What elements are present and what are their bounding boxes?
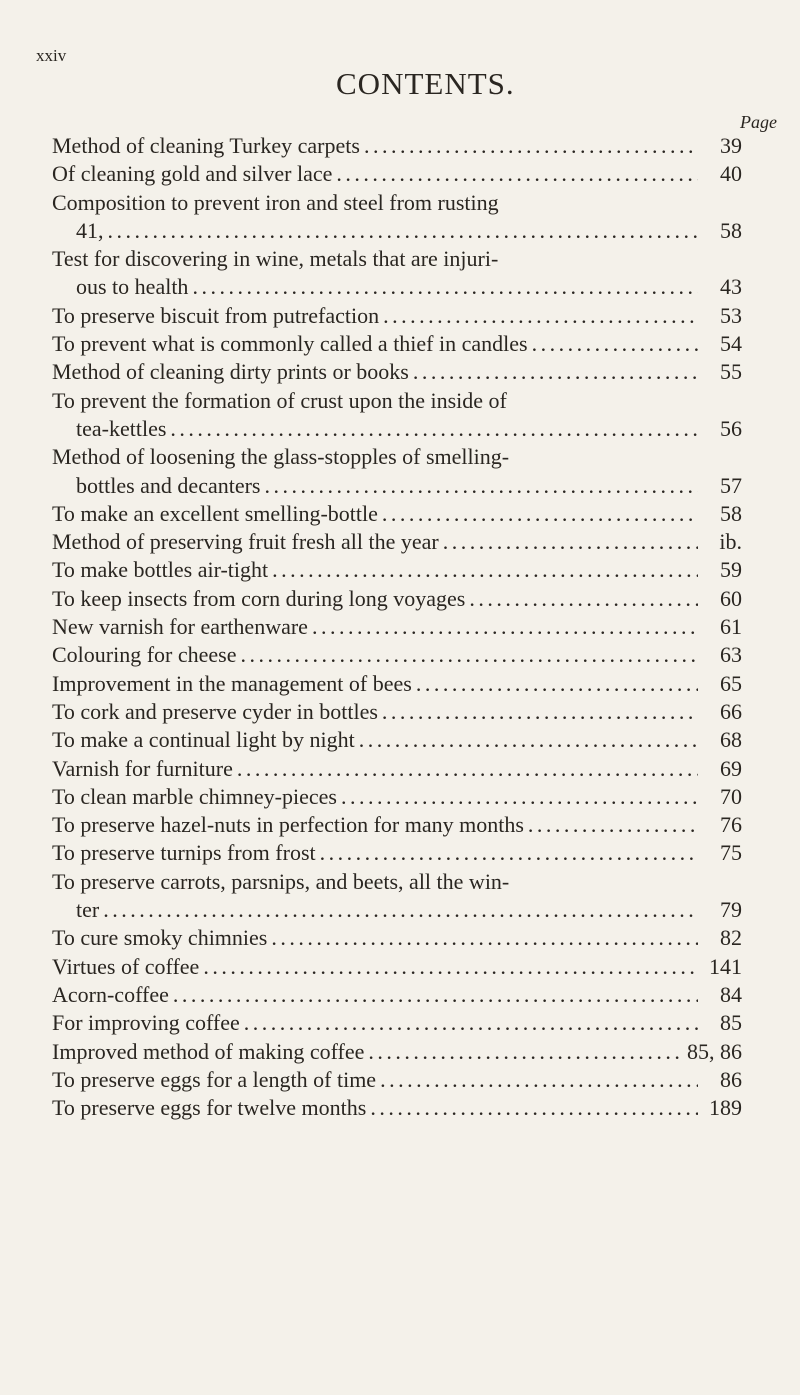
toc-entry-title: tea-kettles [76,415,167,441]
dot-leader [469,585,698,613]
toc-entry [52,755,742,783]
toc-entry-title: Acorn-coffee [52,981,169,1007]
toc-entry-title: To prevent the formation of crust upon the inside of [52,387,507,413]
toc-entry-page: 39 [720,133,742,158]
dot-leader [272,556,698,584]
toc-entry-page: 60 [720,585,742,611]
toc-entry [52,1094,742,1122]
toc-entry-title: ous to health [76,274,189,300]
toc-entry [52,868,742,925]
toc-entry-page: 53 [720,302,742,328]
toc-entry [52,670,742,698]
toc-entry-page: 59 [720,557,742,583]
toc-entry-line [52,896,742,924]
toc-entry-page: 58 [720,217,742,243]
toc-entry [52,924,742,952]
dot-leader [532,330,698,358]
toc-entry-line [52,189,742,217]
toc-entry-page: 68 [720,727,742,753]
toc-entry-title: Improved method of making coffee [52,1038,365,1064]
toc-entry-title: To make bottles air-tight [52,557,269,583]
dot-leader [416,670,698,698]
toc-entry-page: 69 [720,755,742,781]
toc-entry-title: To preserve biscuit from putrefaction [52,302,380,328]
toc-entry-page: ib. [719,529,742,555]
toc-entry-line [52,613,742,641]
toc-entry-line [52,839,742,867]
contents-list [52,132,742,1122]
dot-leader [383,302,698,330]
toc-entry-line [52,1038,742,1066]
toc-entry-title: Improvement in the management of bees [52,670,412,696]
toc-entry-page: 55 [720,359,742,385]
dot-leader [382,500,698,528]
toc-entry-page: 141 [709,953,742,979]
toc-entry-page: 61 [720,614,742,640]
toc-entry-title: To cure smoky chimnies [52,925,268,951]
toc-entry-title: To cork and preserve cyder in bottles [52,698,378,724]
toc-entry-line [52,698,742,726]
toc-entry-title: To clean marble chimney-pieces [52,783,337,809]
dot-leader [341,783,698,811]
toc-entry-page: 189 [709,1095,742,1121]
toc-entry-title: Composition to prevent iron and steel from rusting [52,189,499,215]
dot-leader [359,726,698,754]
toc-entry [52,387,742,444]
toc-entry-line [52,1066,742,1094]
toc-entry-line [52,1009,742,1037]
page-title: CONTENTS. [336,66,515,101]
toc-entry [52,358,742,386]
toc-entry-line [52,528,742,556]
dot-leader [380,1066,698,1094]
dot-leader [312,613,698,641]
toc-entry-page: 75 [720,840,742,866]
toc-entry-line [52,755,742,783]
toc-entry-line [52,585,742,613]
toc-entry [52,613,742,641]
toc-entry [52,811,742,839]
toc-entry-line [52,443,742,471]
toc-entry [52,641,742,669]
toc-entry [52,698,742,726]
toc-entry-title: ter [76,897,100,923]
toc-entry-line [52,953,742,981]
dot-leader [443,528,698,556]
toc-entry-line [52,472,742,500]
dot-leader [108,217,699,245]
toc-entry-line [52,273,742,301]
toc-entry [52,1009,742,1037]
toc-entry-line [52,358,742,386]
toc-entry-page: 70 [720,783,742,809]
dot-leader [244,1009,698,1037]
toc-entry-title: Method of preserving fruit fresh all the year [52,529,439,555]
toc-entry [52,839,742,867]
toc-entry-page: 63 [720,642,742,668]
toc-entry-title: Of cleaning gold and silver lace [52,161,333,187]
toc-entry [52,528,742,556]
toc-entry-title: Virtues of coffee [52,953,200,979]
toc-entry-page: 65 [720,670,742,696]
dot-leader [382,698,698,726]
dot-leader [170,415,698,443]
toc-entry [52,189,742,246]
toc-entry [52,302,742,330]
dot-leader [241,641,699,669]
dot-leader [413,358,698,386]
toc-entry-title: To make a continual light by night [52,727,355,753]
toc-entry-page: 57 [720,472,742,498]
toc-entry-line [52,1094,742,1122]
toc-entry-line [52,132,742,160]
toc-entry-page: 85, 86 [687,1038,742,1064]
toc-entry [52,330,742,358]
toc-entry-title: To preserve carrots, parsnips, and beets, all the win- [52,868,510,894]
toc-entry-title: To prevent what is commonly called a thief in candles [52,331,528,357]
toc-entry-title: bottles and decanters [76,472,261,498]
toc-entry-title: To preserve hazel-nuts in perfection for many months [52,812,524,838]
dot-leader [370,1094,698,1122]
toc-entry-line [52,245,742,273]
toc-entry [52,953,742,981]
toc-entry-line [52,387,742,415]
toc-entry [52,783,742,811]
toc-entry-line [52,160,742,188]
toc-entry-title: Varnish for furniture [52,755,233,781]
dot-leader [192,273,698,301]
toc-entry-line [52,868,742,896]
toc-entry-line [52,981,742,1009]
toc-entry-title: To preserve eggs for twelve months [52,1095,367,1121]
toc-entry-page: 56 [720,415,742,441]
toc-entry [52,556,742,584]
toc-entry-title: Colouring for cheese [52,642,237,668]
toc-entry [52,500,742,528]
toc-entry-page: 85 [720,1010,742,1036]
toc-entry-title: New varnish for earthenware [52,614,308,640]
dot-leader [336,160,698,188]
dot-leader [237,755,698,783]
toc-entry-title: To preserve turnips from frost [52,840,316,866]
page-number: xxiv [36,46,67,65]
toc-entry-page: 43 [720,274,742,300]
toc-entry-page: 66 [720,698,742,724]
toc-entry-page: 54 [720,331,742,357]
toc-entry-title: Method of cleaning Turkey carpets [52,133,360,158]
toc-entry-line [52,783,742,811]
toc-entry-line [52,670,742,698]
toc-entry [52,1038,742,1066]
toc-entry-line [52,924,742,952]
dot-leader [271,924,698,952]
toc-entry [52,132,742,160]
toc-entry-page: 84 [720,981,742,1007]
toc-entry [52,160,742,188]
toc-entry-line [52,726,742,754]
toc-entry-line [52,330,742,358]
dot-leader [103,896,698,924]
page-column-label: Page [740,112,777,132]
toc-entry [52,1066,742,1094]
toc-entry-line [52,217,742,245]
toc-entry-title: To keep insects from corn during long voyages [52,585,466,611]
dot-leader [364,132,698,160]
toc-entry-page: 86 [720,1066,742,1092]
toc-entry-page: 40 [720,161,742,187]
dot-leader [173,981,698,1009]
toc-entry-title: To preserve eggs for a length of time [52,1066,377,1092]
toc-entry-line [52,641,742,669]
toc-entry-page: 58 [720,500,742,526]
dot-leader [368,1038,683,1066]
toc-entry [52,443,742,500]
dot-leader [265,472,699,500]
toc-entry-page: 79 [720,897,742,923]
dot-leader [528,811,698,839]
toc-entry-title: Test for discovering in wine, metals that are injuri- [52,246,499,272]
toc-entry-page: 76 [720,812,742,838]
dot-leader [203,953,698,981]
toc-entry [52,981,742,1009]
toc-entry-title: Method of loosening the glass-stopples of smelling- [52,444,510,470]
toc-entry-line [52,811,742,839]
toc-entry-line [52,500,742,528]
toc-entry-title: Method of cleaning dirty prints or books [52,359,409,385]
toc-entry [52,585,742,613]
toc-entry [52,726,742,754]
toc-entry-page: 82 [720,925,742,951]
toc-entry-line [52,556,742,584]
toc-entry-title: 41, [76,217,104,243]
dot-leader [320,839,698,867]
toc-entry [52,245,742,302]
toc-entry-line [52,302,742,330]
toc-entry-title: For improving coffee [52,1010,240,1036]
toc-entry-title: To make an excellent smelling-bottle [52,500,378,526]
toc-entry-line [52,415,742,443]
